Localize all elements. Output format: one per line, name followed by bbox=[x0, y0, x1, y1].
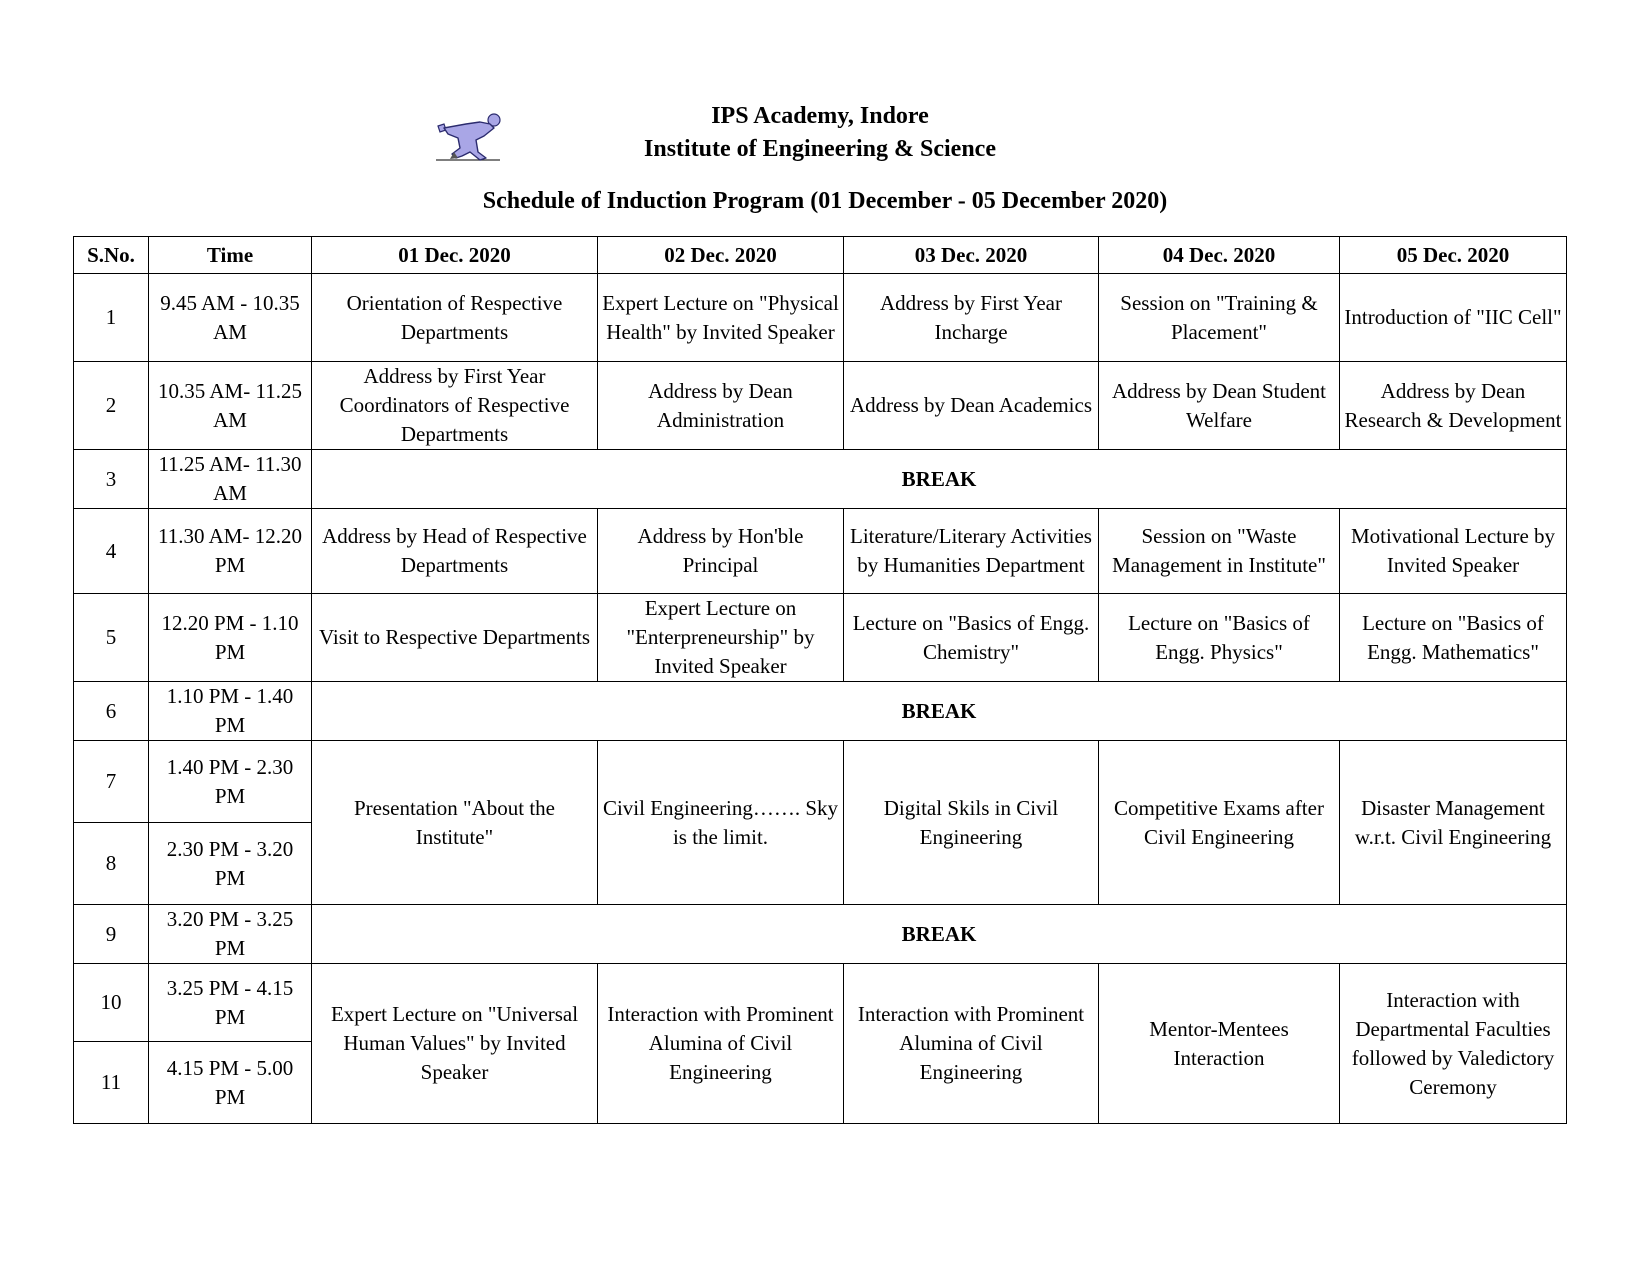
table-row bbox=[74, 509, 1567, 594]
session-cell: Introduction of "IIC Cell" bbox=[1340, 274, 1567, 362]
time-cell: 10.35 AM- 11.25 AM bbox=[149, 362, 312, 450]
session-cell: Civil Engineering……. Sky is the limit. bbox=[598, 741, 844, 905]
table-header-row bbox=[74, 237, 1567, 274]
session-cell: Address by First Year Incharge bbox=[844, 274, 1099, 362]
col-header-day-4: 04 Dec. 2020 bbox=[1099, 237, 1340, 274]
session-cell: Address by Dean Student Welfare bbox=[1099, 362, 1340, 450]
time-cell: 1.40 PM - 2.30 PM bbox=[149, 741, 312, 823]
sno-cell: 7 bbox=[74, 741, 149, 823]
session-cell: Address by Head of Respective Departments bbox=[312, 509, 598, 594]
table-row bbox=[74, 450, 1567, 509]
time-cell: 3.20 PM - 3.25 PM bbox=[149, 905, 312, 964]
col-header-day-5: 05 Dec. 2020 bbox=[1340, 237, 1567, 274]
col-header-day-1: 01 Dec. 2020 bbox=[312, 237, 598, 274]
sno-cell: 1 bbox=[74, 274, 149, 362]
session-cell: Lecture on "Basics of Engg. Mathematics" bbox=[1340, 594, 1567, 682]
institution-header bbox=[560, 100, 1080, 166]
session-cell: Competitive Exams after Civil Engineering bbox=[1099, 741, 1340, 905]
break-cell: BREAK bbox=[312, 450, 1567, 509]
col-header-day-2: 02 Dec. 2020 bbox=[598, 237, 844, 274]
session-cell: Lecture on "Basics of Engg. Physics" bbox=[1099, 594, 1340, 682]
session-cell: Address by Hon'ble Principal bbox=[598, 509, 844, 594]
session-cell: Literature/Literary Activities by Humanities Department bbox=[844, 509, 1099, 594]
session-cell: Session on "Waste Management in Institute" bbox=[1099, 509, 1340, 594]
time-cell: 11.30 AM- 12.20 PM bbox=[149, 509, 312, 594]
time-cell: 12.20 PM - 1.10 PM bbox=[149, 594, 312, 682]
table-row bbox=[74, 741, 1567, 823]
session-cell: Mentor-Mentees Interaction bbox=[1099, 964, 1340, 1124]
table-row bbox=[74, 362, 1567, 450]
sno-cell: 11 bbox=[74, 1042, 149, 1124]
session-cell: Expert Lecture on "Physical Health" by Invited Speaker bbox=[598, 274, 844, 362]
table-row bbox=[74, 682, 1567, 741]
col-header-sno: S.No. bbox=[74, 237, 149, 274]
break-cell: BREAK bbox=[312, 905, 1567, 964]
session-cell: Orientation of Respective Departments bbox=[312, 274, 598, 362]
schedule-table bbox=[73, 236, 1567, 1124]
break-cell: BREAK bbox=[312, 682, 1567, 741]
sno-cell: 4 bbox=[74, 509, 149, 594]
session-cell: Address by Dean Academics bbox=[844, 362, 1099, 450]
table-row bbox=[74, 594, 1567, 682]
col-header-time: Time bbox=[149, 237, 312, 274]
institution-subname: Institute of Engineering & Science bbox=[644, 136, 996, 162]
session-cell: Interaction with Prominent Alumina of Civil Engineering bbox=[844, 964, 1099, 1124]
time-cell: 2.30 PM - 3.20 PM bbox=[149, 823, 312, 905]
session-cell: Lecture on "Basics of Engg. Chemistry" bbox=[844, 594, 1099, 682]
session-cell: Digital Skils in Civil Engineering bbox=[844, 741, 1099, 905]
schedule-title: Schedule of Induction Program (01 December - 05 December 2020) bbox=[482, 188, 1168, 214]
time-cell: 11.25 AM- 11.30 AM bbox=[149, 450, 312, 509]
session-cell: Expert Lecture on "Universal Human Values" by Invited Speaker bbox=[312, 964, 598, 1124]
session-cell: Motivational Lecture by Invited Speaker bbox=[1340, 509, 1567, 594]
sno-cell: 9 bbox=[74, 905, 149, 964]
sno-cell: 5 bbox=[74, 594, 149, 682]
institution-name: IPS Academy, Indore bbox=[711, 103, 929, 129]
time-cell: 4.15 PM - 5.00 PM bbox=[149, 1042, 312, 1124]
sno-cell: 3 bbox=[74, 450, 149, 509]
session-cell: Address by Dean Research & Development bbox=[1340, 362, 1567, 450]
session-cell: Disaster Management w.r.t. Civil Engineering bbox=[1340, 741, 1567, 905]
table-row bbox=[74, 905, 1567, 964]
time-cell: 9.45 AM - 10.35 AM bbox=[149, 274, 312, 362]
table-row bbox=[74, 274, 1567, 362]
session-cell: Address by Dean Administration bbox=[598, 362, 844, 450]
session-cell: Expert Lecture on "Enterpreneurship" by Invited Speaker bbox=[598, 594, 844, 682]
col-header-day-3: 03 Dec. 2020 bbox=[844, 237, 1099, 274]
sno-cell: 6 bbox=[74, 682, 149, 741]
sno-cell: 2 bbox=[74, 362, 149, 450]
session-cell: Interaction with Prominent Alumina of Civil Engineering bbox=[598, 964, 844, 1124]
ips-academy-logo-icon bbox=[436, 112, 508, 168]
time-cell: 3.25 PM - 4.15 PM bbox=[149, 964, 312, 1042]
session-cell: Session on "Training & Placement" bbox=[1099, 274, 1340, 362]
sno-cell: 8 bbox=[74, 823, 149, 905]
time-cell: 1.10 PM - 1.40 PM bbox=[149, 682, 312, 741]
session-cell: Visit to Respective Departments bbox=[312, 594, 598, 682]
table-row bbox=[74, 964, 1567, 1042]
session-cell: Address by First Year Coordinators of Respective Departments bbox=[312, 362, 598, 450]
sno-cell: 10 bbox=[74, 964, 149, 1042]
session-cell: Presentation "About the Institute" bbox=[312, 741, 598, 905]
session-cell: Interaction with Departmental Faculties followed by Valedictory Ceremony bbox=[1340, 964, 1567, 1124]
